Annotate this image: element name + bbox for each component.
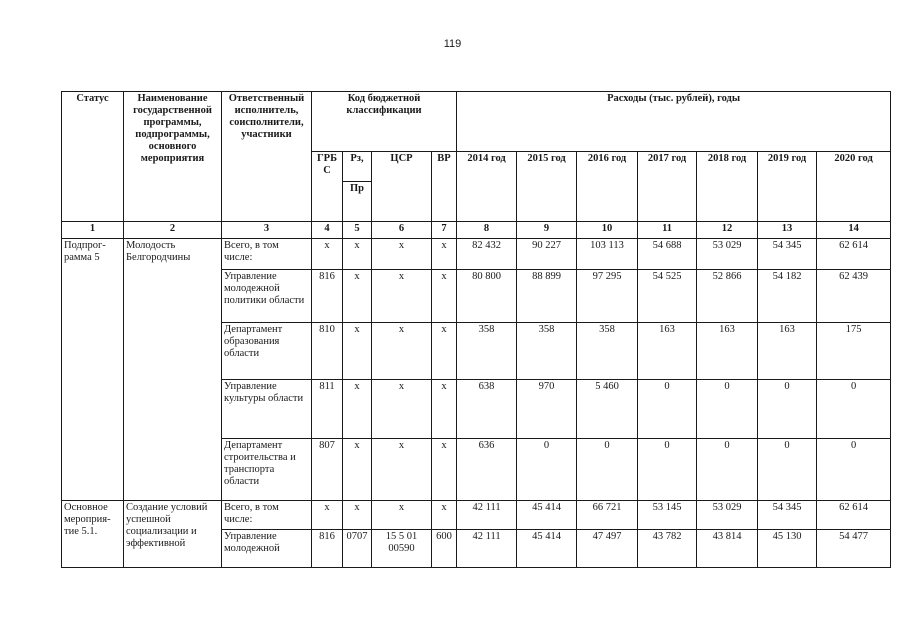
vr-cell: х (432, 239, 457, 270)
header-status: Статус (62, 92, 124, 222)
vr-cell: х (432, 439, 457, 501)
expense-value-cell: 5 460 (577, 380, 638, 439)
expense-value-cell: 163 (638, 323, 697, 380)
page-number: 119 (443, 38, 462, 50)
vr-cell: х (432, 380, 457, 439)
col-number: 7 (432, 222, 457, 239)
rzpr-cell: х (343, 439, 372, 501)
expense-value-cell: 53 029 (697, 239, 758, 270)
expense-value-cell: 0 (817, 380, 891, 439)
col-number: 8 (457, 222, 517, 239)
csr-cell: х (372, 270, 432, 323)
header-year-2014: 2014 год (457, 152, 517, 222)
header-year-2016: 2016 год (577, 152, 638, 222)
expense-value-cell: 0 (517, 439, 577, 501)
expense-value-cell: 0 (697, 380, 758, 439)
expense-value-cell: 54 345 (758, 239, 817, 270)
responsible-cell: Управление культуры области (222, 380, 312, 439)
expense-value-cell: 358 (517, 323, 577, 380)
expense-value-cell: 0 (638, 439, 697, 501)
csr-cell: х (372, 380, 432, 439)
col-number: 12 (697, 222, 758, 239)
expense-value-cell: 52 866 (697, 270, 758, 323)
expense-value-cell: 0 (577, 439, 638, 501)
expense-value-cell: 45 130 (758, 530, 817, 568)
rzpr-cell: х (343, 323, 372, 380)
expense-value-cell: 42 111 (457, 530, 517, 568)
status-cell: Основное мероприя-тие 5.1. (62, 501, 124, 568)
col-number: 9 (517, 222, 577, 239)
col-number: 13 (758, 222, 817, 239)
expense-value-cell: 54 525 (638, 270, 697, 323)
col-number: 5 (343, 222, 372, 239)
expense-value-cell: 45 414 (517, 530, 577, 568)
header-year-2018: 2018 год (697, 152, 758, 222)
expense-value-cell: 103 113 (577, 239, 638, 270)
col-number: 11 (638, 222, 697, 239)
expense-value-cell: 54 182 (758, 270, 817, 323)
col-number: 6 (372, 222, 432, 239)
expense-value-cell: 90 227 (517, 239, 577, 270)
grbs-cell: х (312, 239, 343, 270)
header-vr: ВР (432, 152, 457, 222)
header-grbs: ГРБ С (312, 152, 343, 222)
header-row-1 (62, 92, 891, 152)
header-expenses: Расходы (тыс. рублей), годы (457, 92, 891, 152)
expense-value-cell: 54 345 (758, 501, 817, 530)
expense-value-cell: 358 (577, 323, 638, 380)
rzpr-cell: х (343, 380, 372, 439)
vr-cell: х (432, 501, 457, 530)
header-responsible: Ответственный исполнитель, соисполнители, участники (222, 92, 312, 222)
responsible-cell: Управление молодежной политики области (222, 270, 312, 323)
expense-value-cell: 636 (457, 439, 517, 501)
expense-value-cell: 62 614 (817, 501, 891, 530)
grbs-cell: х (312, 501, 343, 530)
grbs-cell: 816 (312, 530, 343, 568)
csr-cell: х (372, 239, 432, 270)
expense-value-cell: 175 (817, 323, 891, 380)
col-number: 10 (577, 222, 638, 239)
expense-value-cell: 970 (517, 380, 577, 439)
vr-cell: 600 (432, 530, 457, 568)
header-year-2017: 2017 год (638, 152, 697, 222)
expense-value-cell: 43 814 (697, 530, 758, 568)
csr-cell: х (372, 501, 432, 530)
expense-value-cell: 62 439 (817, 270, 891, 323)
expense-value-cell: 53 145 (638, 501, 697, 530)
csr-cell: 15 5 01 00590 (372, 530, 432, 568)
col-number: 14 (817, 222, 891, 239)
header-year-2020: 2020 год (817, 152, 891, 222)
expense-value-cell: 43 782 (638, 530, 697, 568)
table-row (62, 239, 891, 270)
status-cell: Подпрог-рамма 5 (62, 239, 124, 501)
expense-value-cell: 82 432 (457, 239, 517, 270)
responsible-cell: Управление молодежной (222, 530, 312, 568)
expense-value-cell: 0 (758, 439, 817, 501)
expense-value-cell: 0 (758, 380, 817, 439)
column-number-row (62, 222, 891, 239)
header-csr: ЦСР (372, 152, 432, 222)
col-number: 4 (312, 222, 343, 239)
vr-cell: х (432, 270, 457, 323)
grbs-cell: 807 (312, 439, 343, 501)
expense-value-cell: 0 (817, 439, 891, 501)
expense-value-cell: 45 414 (517, 501, 577, 530)
grbs-cell: 810 (312, 323, 343, 380)
expense-value-cell: 163 (697, 323, 758, 380)
expense-value-cell: 53 029 (697, 501, 758, 530)
expense-value-cell: 62 614 (817, 239, 891, 270)
table-body (62, 92, 891, 568)
rzpr-cell: 0707 (343, 530, 372, 568)
program-name-cell: Создание условий успешной социализации и эффективной (124, 501, 222, 568)
grbs-cell: 816 (312, 270, 343, 323)
expense-value-cell: 54 477 (817, 530, 891, 568)
expense-value-cell: 0 (697, 439, 758, 501)
expense-value-cell: 97 295 (577, 270, 638, 323)
expense-value-cell: 358 (457, 323, 517, 380)
expense-value-cell: 88 899 (517, 270, 577, 323)
expense-value-cell: 66 721 (577, 501, 638, 530)
rzpr-cell: х (343, 501, 372, 530)
header-name: Наименование государственной программы, подпрограммы, основного мероприятия (124, 92, 222, 222)
expense-value-cell: 80 800 (457, 270, 517, 323)
col-number: 2 (124, 222, 222, 239)
col-number: 1 (62, 222, 124, 239)
program-name-cell: Молодость Белгородчины (124, 239, 222, 501)
csr-cell: х (372, 439, 432, 501)
rzpr-cell: х (343, 270, 372, 323)
expense-value-cell: 42 111 (457, 501, 517, 530)
header-year-2015: 2015 год (517, 152, 577, 222)
expense-value-cell: 638 (457, 380, 517, 439)
col-number: 3 (222, 222, 312, 239)
header-rz: Рз, (343, 152, 372, 182)
rzpr-cell: х (343, 239, 372, 270)
table-row (62, 501, 891, 530)
header-year-2019: 2019 год (758, 152, 817, 222)
vr-cell: х (432, 323, 457, 380)
csr-cell: х (372, 323, 432, 380)
responsible-cell: Департамент строительства и транспорта области (222, 439, 312, 501)
expense-value-cell: 54 688 (638, 239, 697, 270)
expense-value-cell: 47 497 (577, 530, 638, 568)
grbs-cell: 811 (312, 380, 343, 439)
responsible-cell: Всего, в том числе: (222, 239, 312, 270)
expense-value-cell: 163 (758, 323, 817, 380)
header-pr: Пр (343, 182, 372, 222)
responsible-cell: Департамент образования области (222, 323, 312, 380)
responsible-cell: Всего, в том числе: (222, 501, 312, 530)
header-budget-code: Код бюджетной классификации (312, 92, 457, 152)
budget-table (61, 91, 891, 568)
expense-value-cell: 0 (638, 380, 697, 439)
